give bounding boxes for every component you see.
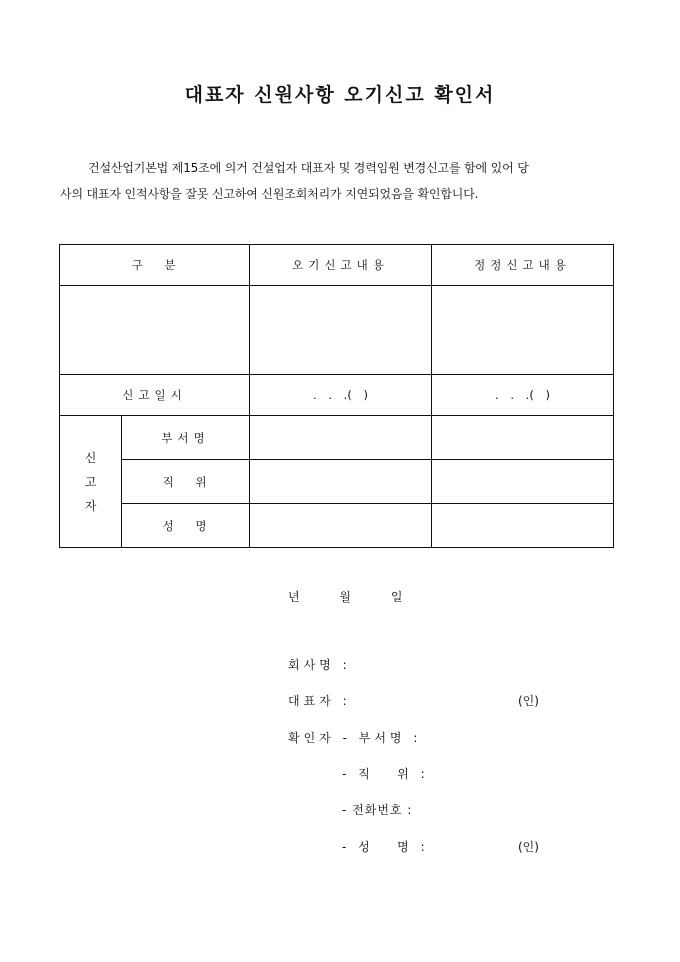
reporter-char-3: 자 — [84, 498, 97, 513]
reporter-char-2: 고 — [84, 474, 97, 489]
report-date-label: 신고일시 — [60, 375, 250, 416]
content-correct-cell[interactable] — [432, 286, 614, 375]
header-corrected-report: 정정신고내용 — [432, 245, 614, 286]
content-row — [60, 286, 614, 375]
dept-correct[interactable] — [432, 416, 614, 460]
reporter-label — [60, 416, 122, 548]
report-date-correct[interactable]: . . .( ) — [432, 375, 614, 416]
confirmer-name-label: - 성 명 : — [342, 840, 429, 854]
reporter-name-row — [60, 504, 614, 548]
representative-label: 대표자 : — [288, 694, 351, 708]
header-row — [60, 245, 614, 286]
company-name-label: 회사명 : — [288, 658, 351, 672]
representative-seal: (인) — [518, 694, 539, 708]
confirmer-dept-label: 확인자 - 부서명 : — [288, 731, 422, 745]
report-date-wrong[interactable]: . . .( ) — [250, 375, 432, 416]
content-category-cell[interactable] — [60, 286, 250, 375]
name-label: 성 명 — [122, 504, 250, 548]
intro-line-2: 사의 대표자 인적사항을 잘못 신고하여 신원조회처리가 지연되었음을 확인합니다. — [60, 187, 479, 201]
position-wrong[interactable] — [250, 460, 432, 504]
position-correct[interactable] — [432, 460, 614, 504]
dept-wrong[interactable] — [250, 416, 432, 460]
dept-label: 부서명 — [122, 416, 250, 460]
document-title: 대표자 신원사항 오기신고 확인서 — [184, 84, 496, 106]
name-wrong[interactable] — [250, 504, 432, 548]
header-wrong-report: 오기신고내용 — [250, 245, 432, 286]
position-label: 직 위 — [122, 460, 250, 504]
report-form-table — [59, 244, 614, 548]
reporter-char-1: 신 — [84, 450, 97, 465]
reporter-position-row — [60, 460, 614, 504]
name-correct[interactable] — [432, 504, 614, 548]
date-line[interactable]: 년 월 일 — [288, 590, 403, 604]
reporter-dept-row — [60, 416, 614, 460]
confirmer-seal: (인) — [518, 840, 539, 854]
confirmer-phone-label: - 전화번호 : — [342, 803, 413, 817]
confirmer-position-label: - 직 위 : — [342, 767, 429, 781]
header-category: 구 분 — [60, 245, 250, 286]
content-wrong-cell[interactable] — [250, 286, 432, 375]
intro-line-1: 건설산업기본법 제15조에 의거 건설업자 대표자 및 경력임원 변경신고를 함에 있어 당 — [88, 161, 529, 175]
report-date-row — [60, 375, 614, 416]
